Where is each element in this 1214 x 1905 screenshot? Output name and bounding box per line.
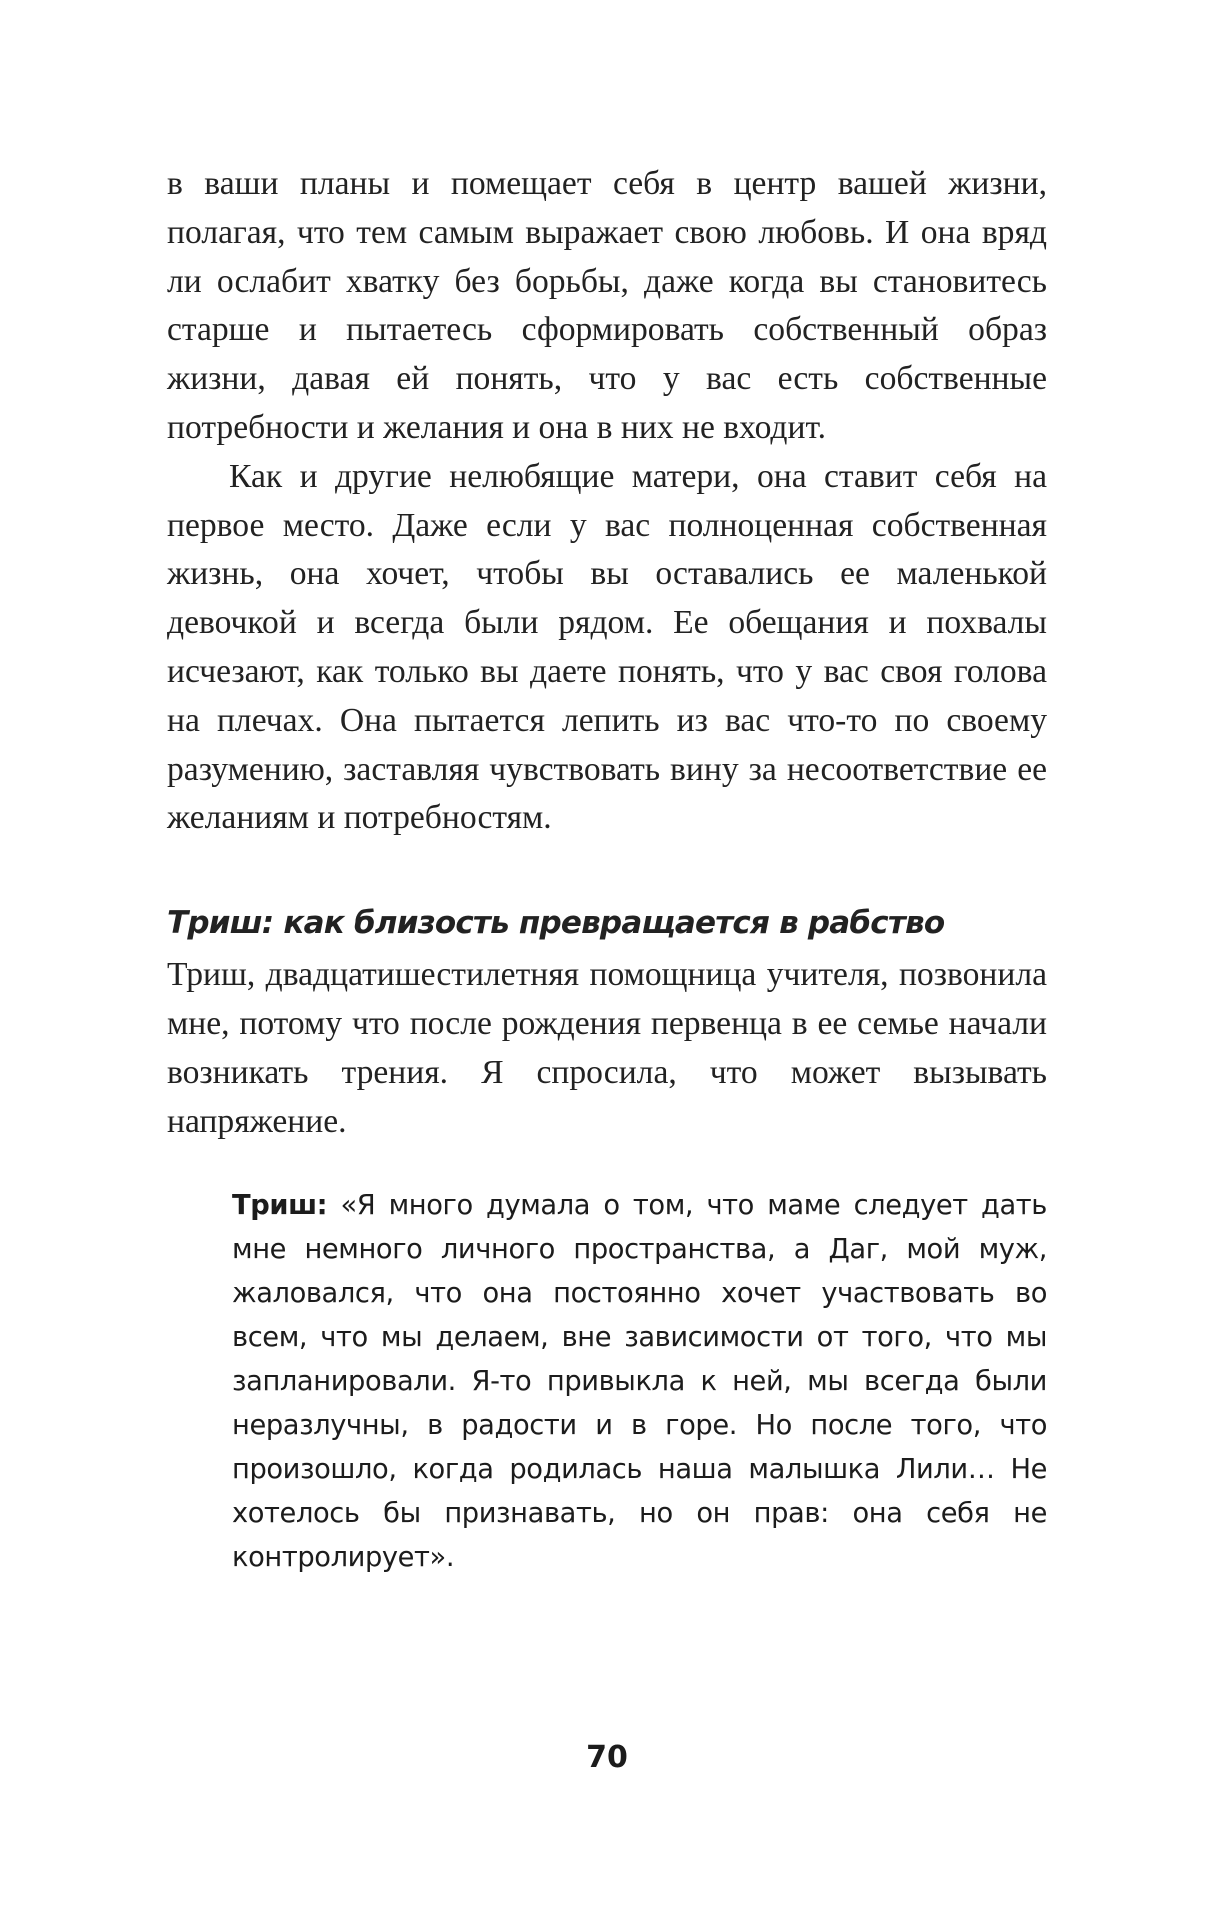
section-heading: Триш: как близость превращается в рабство bbox=[167, 905, 945, 942]
paragraph-continuation: в ваши планы и помещает себя в центр вашей жизни, полагая, что тем самым выражает свою любовь. И она вряд ли ослабит хватку без борьбы, даже когда вы становитесь старше и пытаетесь сформировать собственный образ жизни, давая ей понять, что у вас есть собственные потребности и желания и она в них не входит. bbox=[167, 165, 1047, 446]
section-intro-paragraph: Триш, двадцатишестилетняя помощница учителя, позвонила мне, потому что после рождения первенца в ее семье начали возникать трения. Я спросила, что может вызывать напряжение. bbox=[167, 956, 1047, 1140]
page-number: 70 bbox=[586, 1740, 628, 1775]
page-body bbox=[167, 160, 1047, 1580]
quote-block bbox=[232, 1184, 1047, 1579]
paragraph-unloving-mothers: Как и другие нелюбящие матери, она ставит себя на первое место. Даже если у вас полноценная собственная жизнь, она хочет, чтобы вы оставались ее маленькой девочкой и всегда были рядом. Ее обещания и похвалы исчезают, как только вы даете понять, что у вас своя голова на плечах. Она пытается лепить из вас что-то по своему разумению, заставляя чувствовать вину за несоответствие ее желаниям и потребностям. bbox=[167, 457, 1047, 837]
quote-speaker: Триш: bbox=[232, 1190, 328, 1222]
quote-text: «Я много думала о том, что маме следует дать мне немного личного пространства, а Даг, мой муж, жаловался, что она постоянно хочет участвовать во всем, что мы делаем, вне зависимости от того, что мы запланировали. Я-то привыкла к ней, мы всегда были неразлучны, в радости и в горе. Но после того, что произошло, когда родилась наша малышка Лили… Не хотелось бы признавать, но он прав: она себя не контролирует». bbox=[232, 1190, 1047, 1573]
